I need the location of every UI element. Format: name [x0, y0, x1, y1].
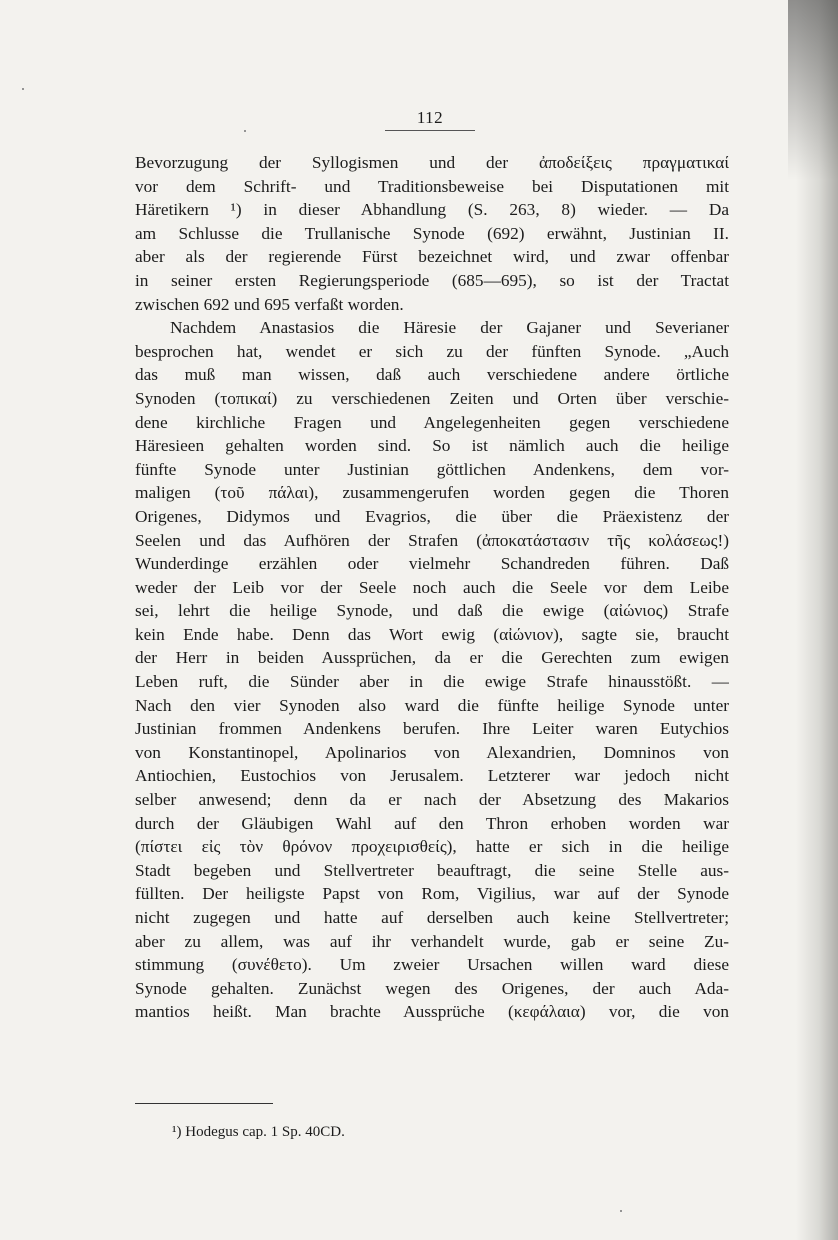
page-header: [375, 108, 485, 131]
text-line: das muß man wissen, daß auch verschiedene andere örtliche: [135, 365, 729, 385]
scan-speck: [620, 1210, 622, 1212]
text-line: stimmung (συνέθετο). Um zweier Ursachen willen ward diese: [135, 955, 729, 975]
text-line: Häresieen gehalten worden sind. So ist nämlich auch die heilige: [135, 436, 729, 456]
text-line: von Konstantinopel, Apolinarios von Alexandrien, Domninos von: [135, 742, 729, 762]
text-line: am Schlusse die Trullanische Synode (692) erwähnt, Justinian II.: [135, 223, 729, 243]
text-line: durch der Gläubigen Wahl auf den Thron erhoben worden war: [135, 813, 729, 833]
text-line: (πίστει εἰς τὸν θρόνον προχειρισθείς), hatte er sich in die heilige: [135, 837, 729, 857]
scan-speck: [22, 88, 24, 90]
text-line: aber als der regierende Fürst bezeichnet wird, und zwar offenbar: [135, 247, 729, 267]
text-line: Justinian frommen Andenkens berufen. Ihre Leiter waren Eutychios: [135, 719, 729, 739]
text-line: Synode gehalten. Zunächst wegen des Origenes, der auch Ada-: [135, 978, 729, 998]
text-line: fünfte Synode unter Justinian göttlichen Andenkens, dem vor-: [135, 459, 729, 479]
header-rule: [385, 130, 475, 131]
text-line: sei, lehrt die heilige Synode, und daß die ewige (αἰώνιος) Strafe: [135, 601, 729, 621]
text-line: Nach den vier Synoden also ward die fünfte heilige Synode unter: [135, 695, 729, 715]
text-line: vor dem Schrift- und Traditionsbeweise bei Disputationen mit: [135, 176, 729, 196]
page-number: 112: [416, 108, 444, 127]
text-line: selber anwesend; denn da er nach der Absetzung des Makarios: [135, 790, 729, 810]
text-line: füllten. Der heiligste Papst von Rom, Vigilius, war auf der Synode: [135, 884, 729, 904]
text-line: Seelen und das Aufhören der Strafen (ἀποκατάστασιν τῆς κολάσεως!): [135, 530, 729, 550]
page-edge-shadow: [796, 0, 838, 1240]
text-line: Origenes, Didymos und Evagrios, die über die Präexistenz der: [135, 506, 729, 526]
text-line: kein Ende habe. Denn das Wort ewig (αἰώνιον), sagte sie, braucht: [135, 624, 729, 644]
text-line: Häretikern ¹) in dieser Abhandlung (S. 263, 8) wieder. — Da: [135, 200, 729, 220]
scan-speck: [244, 130, 246, 132]
text-line: der Herr in beiden Aussprüchen, da er die Gerechten zum ewigen: [135, 648, 729, 668]
text-line: mantios heißt. Man brachte Aussprüche (κεφάλαια) vor, die von: [135, 1002, 729, 1022]
text-line: Bevorzugung der Syllogismen und der ἀποδείξεις πραγματικαί: [135, 153, 729, 172]
text-line: Nachdem Anastasios die Häresie der Gajaner und Severianer: [170, 318, 729, 338]
footnote: ¹) Hodegus cap. 1 Sp. 40CD.: [172, 1124, 345, 1140]
text-line: Synoden (τοπικαί) zu verschiedenen Zeiten und Orten über verschie-: [135, 388, 729, 408]
text-line: in seiner ersten Regierungsperiode (685—695), so ist der Tractat: [135, 270, 729, 290]
text-line: Leben ruft, die Sünder aber in die ewige Strafe hinausstößt. —: [135, 672, 729, 692]
text-line: weder der Leib vor der Seele noch auch die Seele vor dem Leibe: [135, 577, 729, 597]
page-edge-corner-shadow: [788, 0, 838, 180]
text-line: Stadt begeben und Stellvertreter beauftragt, die seine Stelle aus-: [135, 860, 729, 880]
text-line: nicht zugegen und hatte auf derselben auch keine Stellvertreter;: [135, 908, 729, 927]
text-line: aber zu allem, was auf ihr verhandelt wurde, gab er seine Zu-: [135, 931, 729, 951]
text-line: maligen (τοῦ πάλαι), zusammengerufen worden gegen die Thoren: [135, 483, 729, 503]
text-line: dene kirchliche Fragen und Angelegenheiten gegen verschiedene: [135, 412, 729, 432]
text-line: zwischen 692 und 695 verfaßt worden.: [135, 294, 404, 314]
body-text: [135, 151, 729, 1024]
text-line: Antiochien, Eustochios von Jerusalem. Letzterer war jedoch nicht: [135, 766, 729, 786]
footnote-rule: [135, 1103, 273, 1104]
text-line: Wunderdinge erzählen oder vielmehr Schandreden führen. Daß: [135, 554, 729, 574]
text-line: besprochen hat, wendet er sich zu der fünften Synode. „Auch: [135, 341, 729, 361]
